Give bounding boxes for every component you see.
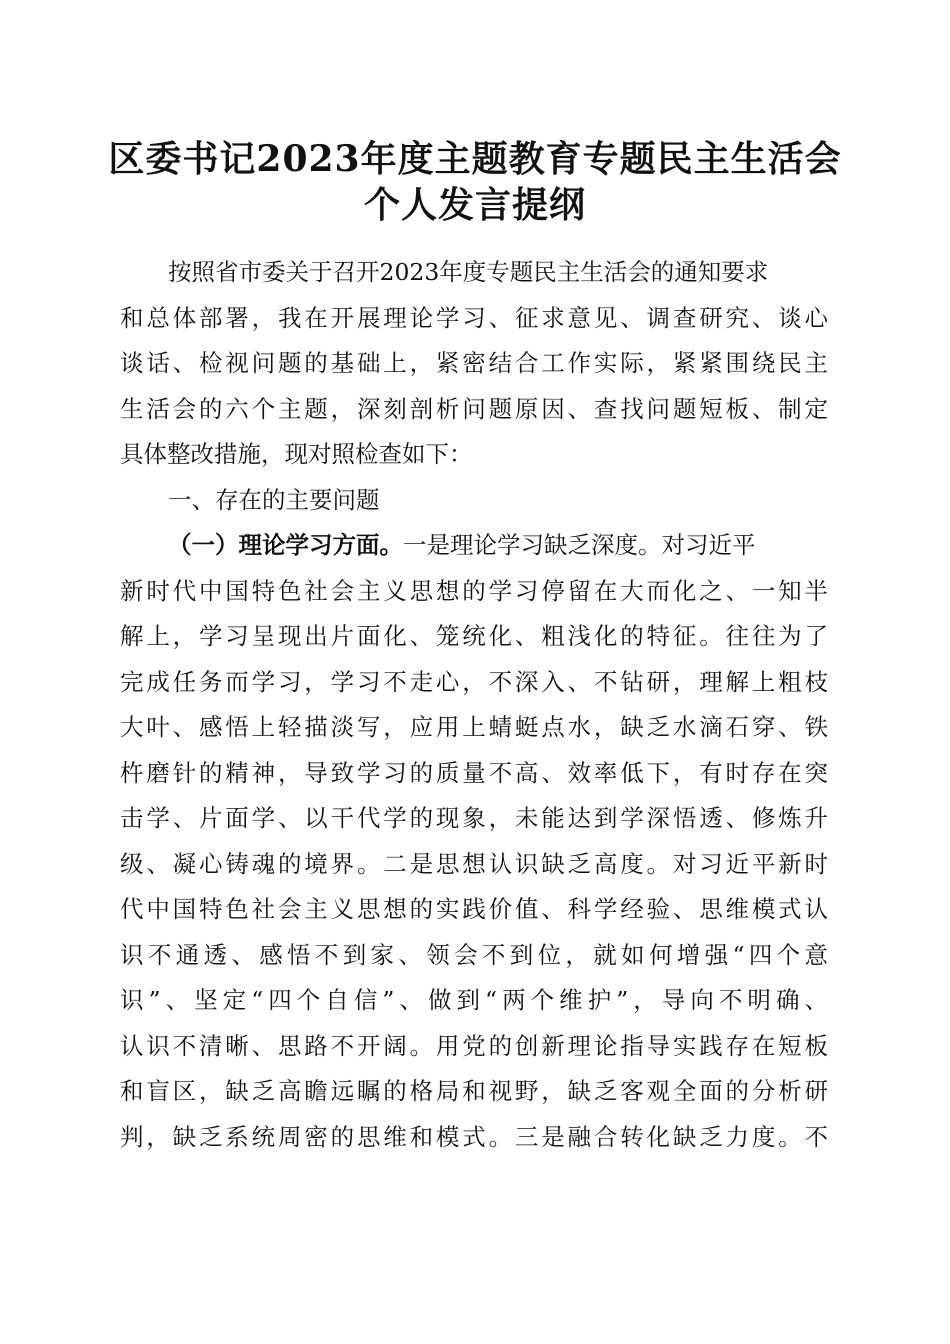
body-line: 代中国特色社会主义思想的实践价值、科学经验、思维模式认 <box>120 895 828 923</box>
body-line: 识不通透、感悟不到家、领会不到位，就如何增强“四个意 <box>120 940 828 969</box>
document-title-line-1: 区委书记2023年度主题教育专题民主生活会 <box>108 138 842 180</box>
intro-line: 谈话、检视问题的基础上，紧密结合工作实际，紧紧围绕民主 <box>120 349 828 377</box>
document-body <box>120 250 828 1160</box>
body-line: 解上，学习呈现出片面化、笼统化、粗浅化的特征。往往为了 <box>120 622 828 650</box>
body-line: 完成任务而学习，学习不走心，不深入、不钻研，理解上粗枝 <box>120 667 828 696</box>
body-line: 和盲区，缺乏高瞻远瞩的格局和视野，缺乏客观全面的分析研 <box>120 1077 828 1105</box>
body-line: 杵磨针的精神，导致学习的质量不高、效率低下，有时存在突 <box>120 758 828 787</box>
intro-line: 具体整改措施，现对照检查如下： <box>120 440 473 468</box>
intro-line: 按照省市委关于召开2023年度专题民主生活会的通知要求 <box>168 258 769 286</box>
subsection-first-line <box>120 523 828 569</box>
body-line: 新时代中国特色社会主义思想的学习停留在大而化之、一知半 <box>120 576 828 605</box>
subsection-label: （一）理论学习方面。 <box>168 531 403 559</box>
body-line: 击学、片面学、以干代学的现象，未能达到学深悟透、修炼升 <box>120 804 828 832</box>
body-line: 认识不清晰、思路不开阔。用党的创新理论指导实践存在短板 <box>120 1031 828 1060</box>
intro-line: 生活会的六个主题，深刻剖析问题原因、查找问题短板、制定 <box>120 394 828 423</box>
body-line: 判，缺乏系统周密的思维和模式。三是融合转化缺乏力度。不 <box>120 1122 828 1151</box>
section-heading: 一、存在的主要问题 <box>168 485 380 514</box>
body-line: 大叶、感悟上轻描淡写，应用上蜻蜓点水，缺乏水滴石穿、铁 <box>120 713 828 741</box>
document-title-line-2: 个人发言提纲 <box>363 184 586 226</box>
intro-line: 和总体部署，我在开展理论学习、征求意见、调查研究、谈心 <box>120 303 828 332</box>
body-line: 级、凝心铸魂的境界。二是思想认识缺乏高度。对习近平新时 <box>120 849 828 878</box>
subsection-text: 一是理论学习缺乏深度。对习近平 <box>403 531 756 559</box>
body-line: 识”、坚定“四个自信”、做到“两个维护”，导向不明确、 <box>120 986 828 1014</box>
